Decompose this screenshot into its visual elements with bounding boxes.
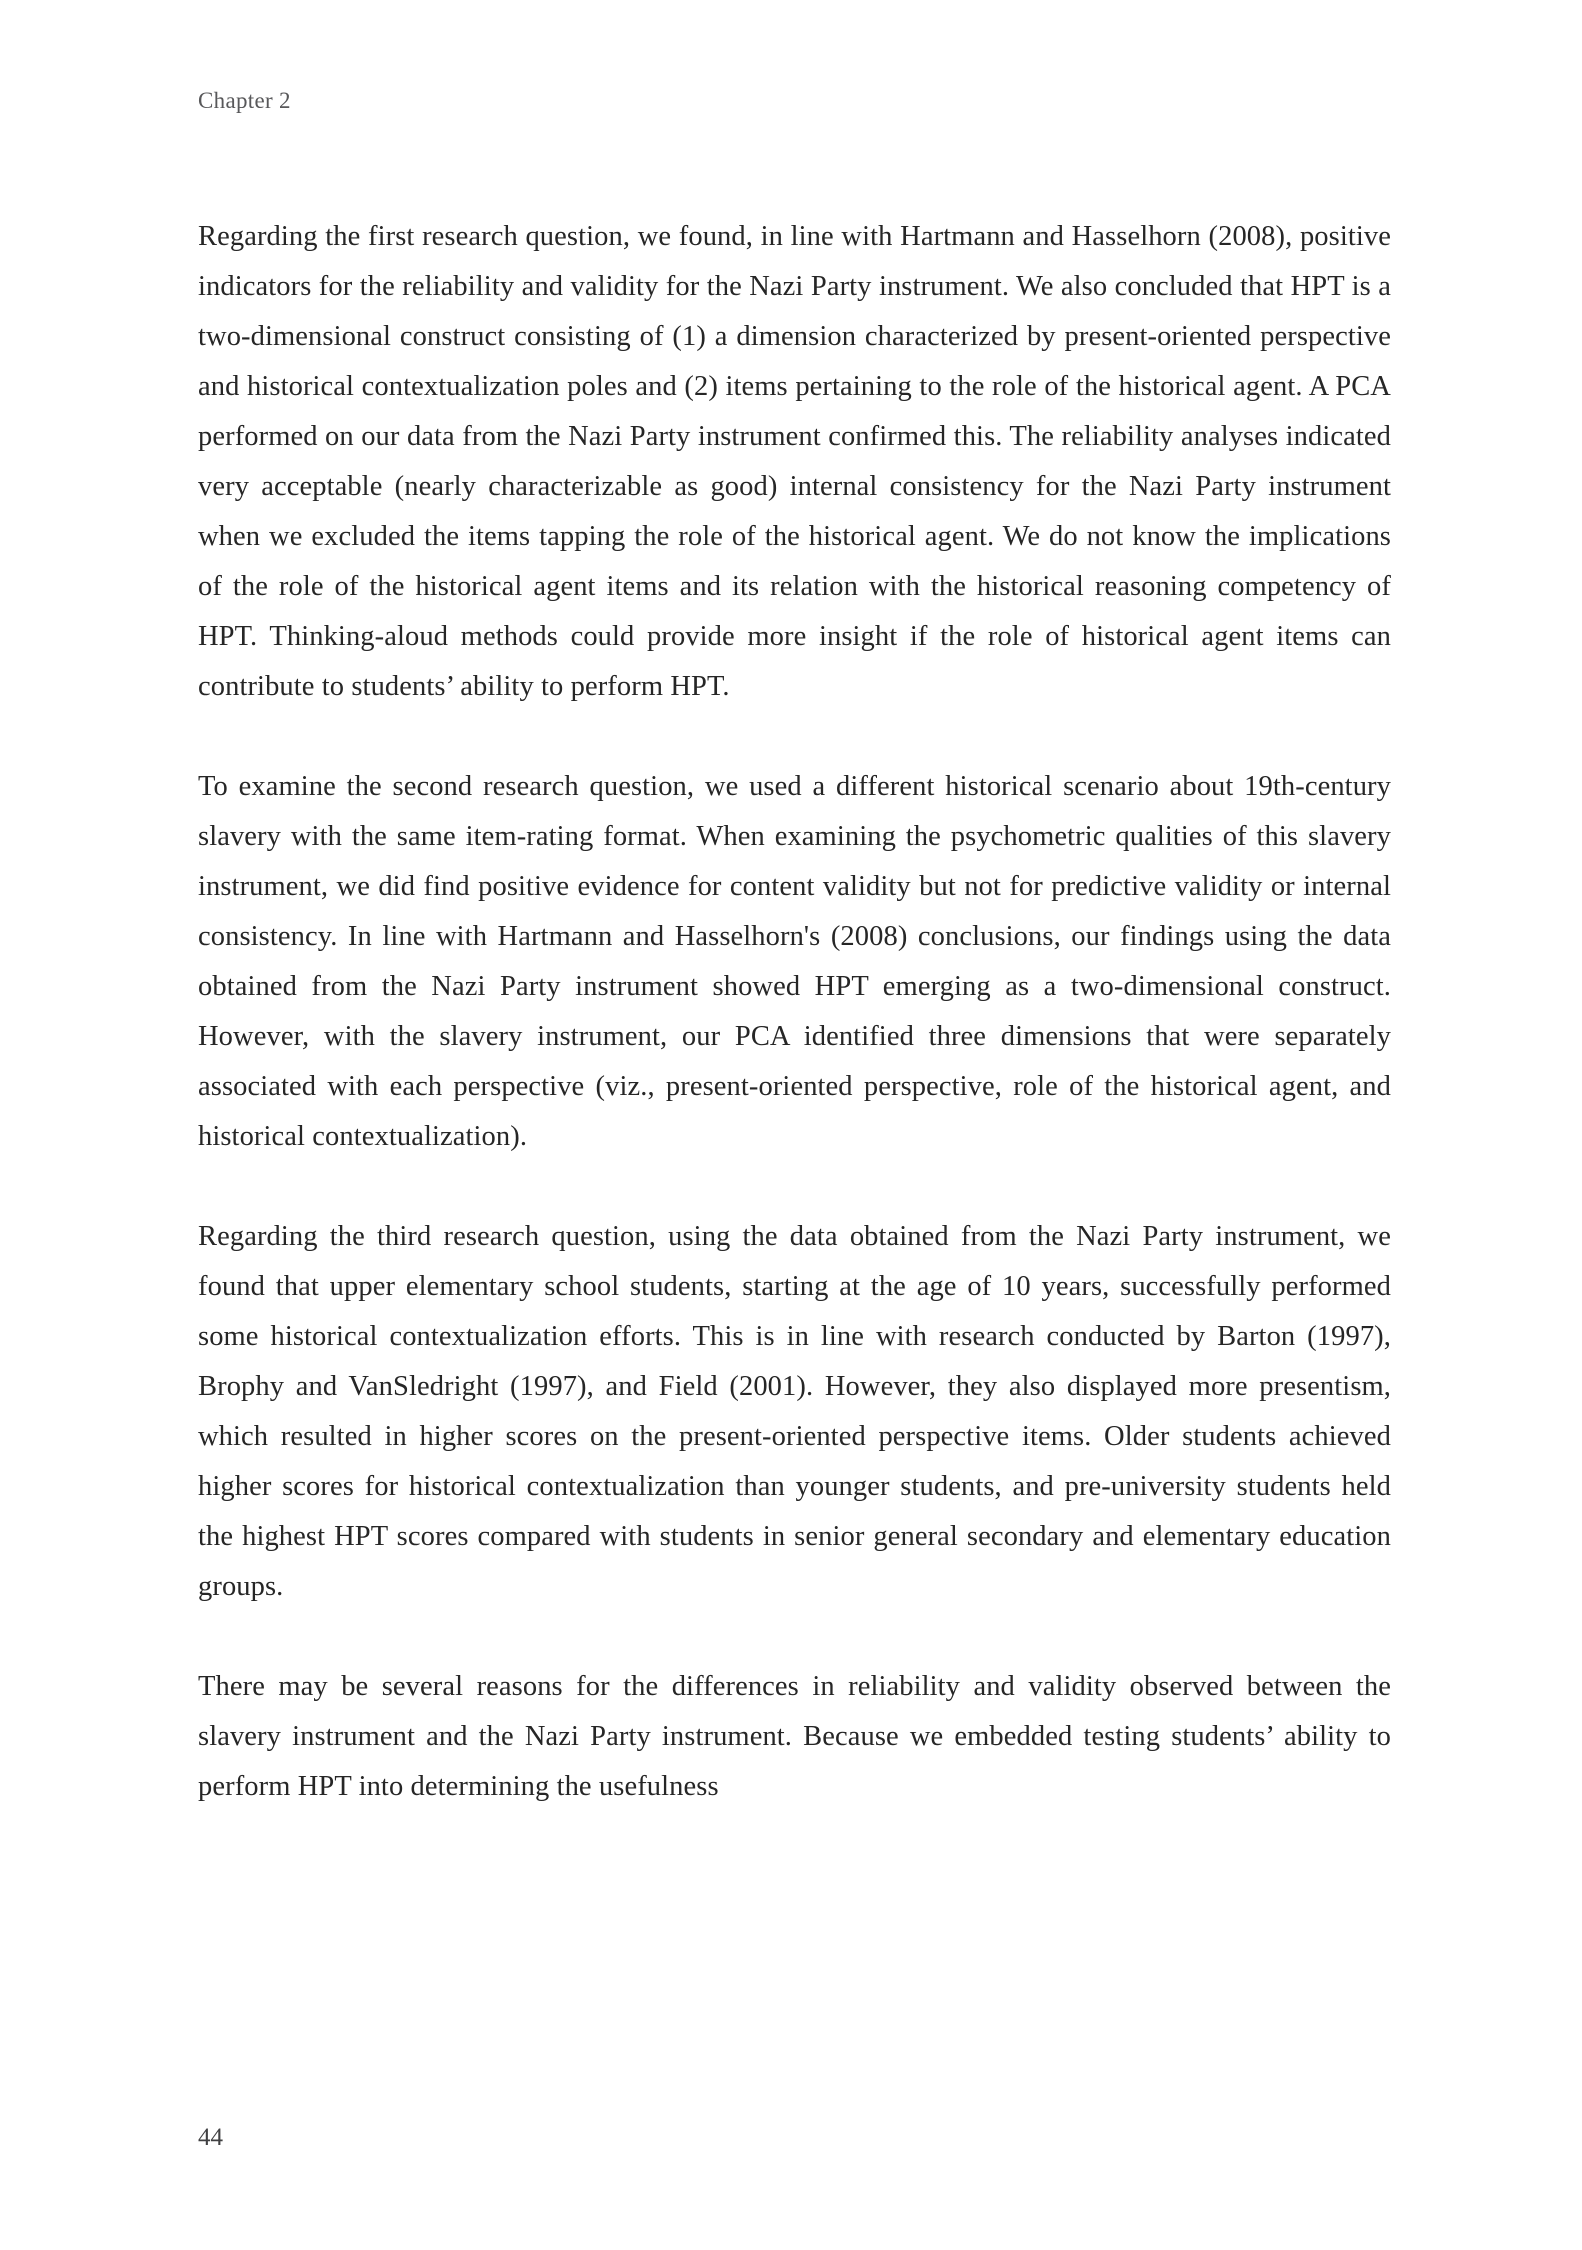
paragraph-3: Regarding the third research question, using the data obtained from the Nazi Party instrument, we found that upper elementary school students, starting at the age of 10 years, successfully performed some historical contextualization efforts. This is in line with research conducted by Barton (1997), Brophy and VanSledright (1997), and Field (2001). However, they also displayed more presentism, which resulted in higher scores on the present-oriented perspective items. Older students achieved higher scores for historical contextualization than younger students, and pre-university students held the highest HPT scores compared with students in senior general secondary and elementary education groups.	[198, 1221, 1391, 1602]
paragraph-2: To examine the second research question, we used a different historical scenario about 19th-century slavery with the same item-rating format. When examining the psychometric qualities of this slavery instrument, we did find positive evidence for content validity but not for predictive validity or internal consistency. In line with Hartmann and Hasselhorn's (2008) conclusions, our findings using the data obtained from the Nazi Party instrument showed HPT emerging as a two-dimensional construct. However, with the slavery instrument, our PCA identified three dimensions that were separately associated with each perspective (viz., present-oriented perspective, role of the historical agent, and historical contextualization).	[198, 771, 1391, 1152]
paragraph-4: There may be several reasons for the differences in reliability and validity observed between the slavery instrument and the Nazi Party instrument. Because we embedded testing students’ ability to perform HPT into determining the usefulness	[198, 1671, 1391, 1802]
chapter-header: Chapter 2	[198, 88, 291, 113]
page-number: 44	[198, 2124, 223, 2151]
body-text-block	[198, 212, 1391, 1812]
paragraph-1: Regarding the first research question, we found, in line with Hartmann and Hasselhorn (2008), positive indicators for the reliability and validity for the Nazi Party instrument. We also concluded that HPT is a two-dimensional construct consisting of (1) a dimension characterized by present-oriented perspective and historical contextualization poles and (2) items pertaining to the role of the historical agent. A PCA performed on our data from the Nazi Party instrument confirmed this. The reliability analyses indicated very acceptable (nearly characterizable as good) internal consistency for the Nazi Party instrument when we excluded the items tapping the role of the historical agent. We do not know the implications of the role of the historical agent items and its relation with the historical reasoning competency of HPT. Thinking-aloud methods could provide more insight if the role of historical agent items can contribute to students’ ability to perform HPT.	[198, 221, 1391, 702]
